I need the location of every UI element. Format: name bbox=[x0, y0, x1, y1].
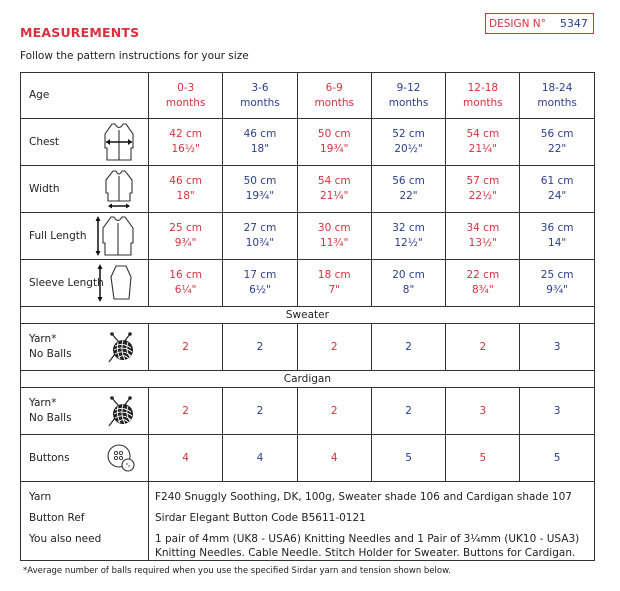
measurement-cell bbox=[297, 166, 371, 213]
measurement-label-cell bbox=[21, 260, 149, 307]
design-number: 5347 bbox=[559, 17, 588, 30]
value-inches: 13½" bbox=[468, 237, 498, 249]
info-button-label: Button Ref bbox=[29, 512, 85, 524]
quantity-cell: 4 bbox=[223, 435, 297, 482]
value-cm: 52 cm bbox=[392, 128, 425, 140]
quantity-label-line1: Yarn* bbox=[29, 397, 57, 409]
info-also-need-value: 1 pair of 4mm (UK8 - USA6) Knitting Needles and 1 Pair of 3¼mm (UK10 - USA3) Knitting Needles. Cable Needle. Stitch Holder for Sweater. Buttons for Cardigan. bbox=[155, 533, 580, 559]
measurement-cell bbox=[297, 260, 371, 307]
measurement-cell bbox=[371, 166, 445, 213]
size-range: 6-9 bbox=[325, 81, 343, 94]
measurement-label-cell bbox=[21, 166, 149, 213]
value-cm: 50 cm bbox=[243, 175, 277, 187]
measurement-label-cell bbox=[21, 119, 149, 166]
quantity-label-line1: Yarn* bbox=[29, 333, 57, 345]
measurement-cell bbox=[371, 119, 445, 166]
value-cm: 57 cm bbox=[466, 175, 500, 187]
design-number-box bbox=[485, 13, 594, 34]
value-inches: 19¾" bbox=[320, 143, 349, 155]
yarn-ball-icon bbox=[106, 394, 136, 428]
design-label: DESIGN N° bbox=[489, 17, 546, 30]
size-header-cell bbox=[223, 73, 297, 119]
measurement-cell bbox=[520, 213, 594, 260]
measurement-cell bbox=[446, 213, 520, 260]
quantity-label bbox=[29, 451, 70, 466]
size-header-cell bbox=[371, 73, 445, 119]
value-inches: 9¾" bbox=[546, 284, 568, 296]
measurement-row bbox=[21, 260, 595, 307]
age-label: Age bbox=[29, 89, 50, 101]
measurement-cell bbox=[446, 260, 520, 307]
value-inches: 20½" bbox=[394, 143, 423, 155]
quantity-cell: 2 bbox=[149, 324, 223, 371]
quantity-cell: 2 bbox=[223, 388, 297, 435]
info-button-value: Sirdar Elegant Button Code B5611-0121 bbox=[155, 512, 366, 524]
value-inches: 14" bbox=[548, 237, 567, 249]
value-cm: 54 cm bbox=[317, 175, 351, 187]
value-cm: 46 cm bbox=[243, 128, 277, 140]
measurement-label-cell bbox=[21, 213, 149, 260]
info-labels-cell bbox=[21, 482, 149, 561]
value-inches: 24" bbox=[548, 190, 567, 202]
quantity-label-cell bbox=[21, 324, 149, 371]
value-cm: 20 cm bbox=[392, 269, 425, 281]
quantity-cell: 5 bbox=[371, 435, 445, 482]
subtitle: Follow the pattern instructions for your size bbox=[20, 50, 249, 62]
quantity-label-cell bbox=[21, 435, 149, 482]
value-cm: 25 cm bbox=[540, 269, 574, 281]
quantity-cell: 2 bbox=[446, 324, 520, 371]
measurement-cell bbox=[520, 119, 594, 166]
measurement-cell bbox=[149, 166, 223, 213]
info-yarn-label: Yarn bbox=[29, 491, 52, 503]
value-inches: 9¾" bbox=[174, 237, 197, 249]
age-row bbox=[21, 73, 595, 119]
quantity-cell: 2 bbox=[371, 324, 445, 371]
quantity-cell: 3 bbox=[520, 324, 594, 371]
measurement-cell bbox=[371, 213, 445, 260]
value-inches: 8¾" bbox=[471, 284, 494, 296]
measurement-cell bbox=[149, 119, 223, 166]
measurement-cell bbox=[446, 119, 520, 166]
cardigan-length-icon bbox=[94, 215, 136, 257]
size-header-cell bbox=[297, 73, 371, 119]
size-unit: months bbox=[388, 96, 429, 109]
sleeve-length-icon bbox=[96, 263, 136, 303]
measurement-label: Sleeve Length bbox=[29, 276, 104, 289]
value-inches: 7" bbox=[328, 284, 340, 296]
measurement-cell bbox=[371, 260, 445, 307]
size-range: 12-18 bbox=[467, 81, 499, 94]
measurement-label: Chest bbox=[29, 135, 60, 148]
value-cm: 30 cm bbox=[317, 222, 351, 234]
value-cm: 25 cm bbox=[169, 222, 202, 234]
quantity-cell: 3 bbox=[446, 388, 520, 435]
quantity-label-line2: No Balls bbox=[29, 412, 72, 424]
value-cm: 22 cm bbox=[466, 269, 500, 281]
measurement-row bbox=[21, 213, 595, 260]
measurement-cell bbox=[149, 213, 223, 260]
measurement-cell bbox=[520, 166, 594, 213]
value-inches: 22½" bbox=[468, 190, 498, 202]
value-inches: 8" bbox=[402, 284, 415, 296]
size-header-cell bbox=[149, 73, 223, 119]
measurement-label: Full Length bbox=[29, 229, 87, 242]
measurement-label: Width bbox=[29, 182, 60, 195]
value-cm: 36 cm bbox=[540, 222, 574, 234]
quantity-cell: 4 bbox=[149, 435, 223, 482]
button-icon bbox=[106, 443, 136, 473]
quantity-label bbox=[29, 396, 72, 426]
value-cm: 54 cm bbox=[466, 128, 500, 140]
quantity-cell: 5 bbox=[520, 435, 594, 482]
age-label-cell bbox=[21, 73, 149, 119]
value-inches: 16½" bbox=[171, 143, 200, 155]
value-inches: 22" bbox=[399, 190, 418, 202]
quantity-row bbox=[21, 435, 595, 482]
size-unit: months bbox=[240, 96, 280, 109]
section-header-row bbox=[21, 307, 595, 324]
value-cm: 27 cm bbox=[243, 222, 277, 234]
measurement-cell bbox=[297, 119, 371, 166]
quantity-label-line2: No Balls bbox=[29, 348, 72, 360]
yarn-ball-icon bbox=[106, 330, 136, 364]
info-values-cell bbox=[149, 482, 595, 561]
cardigan-chest-icon bbox=[102, 122, 136, 162]
value-cm: 46 cm bbox=[169, 175, 202, 187]
measurement-cell bbox=[223, 119, 297, 166]
measurement-cell bbox=[223, 166, 297, 213]
size-unit: months bbox=[314, 96, 355, 109]
value-inches: 18" bbox=[250, 143, 270, 155]
measurements-table bbox=[20, 72, 595, 561]
value-inches: 21¼" bbox=[468, 143, 498, 155]
page-title: MEASUREMENTS bbox=[20, 25, 140, 40]
value-cm: 18 cm bbox=[317, 269, 351, 281]
quantity-cell: 4 bbox=[297, 435, 371, 482]
info-also-need-label: You also need bbox=[29, 533, 102, 545]
quantity-label-line1: Buttons bbox=[29, 451, 70, 464]
measurement-cell bbox=[223, 213, 297, 260]
value-cm: 50 cm bbox=[317, 128, 351, 140]
value-inches: 21¼" bbox=[320, 190, 349, 202]
quantity-cell: 2 bbox=[371, 388, 445, 435]
value-cm: 42 cm bbox=[169, 128, 202, 140]
info-row bbox=[21, 482, 595, 561]
quantity-row bbox=[21, 388, 595, 435]
footnote: *Average number of balls required when you use the specified Sirdar yarn and tension shown below. bbox=[23, 566, 451, 576]
size-range: 0-3 bbox=[177, 81, 195, 94]
quantity-cell: 3 bbox=[520, 388, 594, 435]
measurement-cell bbox=[520, 260, 594, 307]
value-inches: 6¼" bbox=[174, 284, 197, 296]
value-cm: 61 cm bbox=[540, 175, 574, 187]
size-header-cell bbox=[446, 73, 520, 119]
value-inches: 12½" bbox=[394, 237, 423, 249]
size-unit: months bbox=[463, 96, 503, 109]
measurement-cell bbox=[223, 260, 297, 307]
size-range: 18-24 bbox=[541, 81, 573, 94]
value-inches: 18" bbox=[176, 190, 195, 202]
measurement-cell bbox=[297, 213, 371, 260]
measurement-cell bbox=[149, 260, 223, 307]
measurement-row bbox=[21, 166, 595, 213]
measurement-row bbox=[21, 119, 595, 166]
size-header-cell bbox=[520, 73, 594, 119]
value-inches: 22" bbox=[548, 143, 567, 155]
quantity-cell: 2 bbox=[223, 324, 297, 371]
value-cm: 56 cm bbox=[392, 175, 425, 187]
info-yarn-value: F240 Snuggly Soothing, DK, 100g, Sweater shade 106 and Cardigan shade 107 bbox=[155, 491, 572, 503]
measurement-cell bbox=[446, 166, 520, 213]
quantity-cell: 2 bbox=[297, 324, 371, 371]
value-cm: 16 cm bbox=[169, 269, 202, 281]
quantity-cell: 5 bbox=[446, 435, 520, 482]
size-unit: months bbox=[165, 96, 206, 109]
value-cm: 56 cm bbox=[540, 128, 574, 140]
size-range: 9-12 bbox=[396, 81, 421, 94]
section-title: Sweater bbox=[21, 307, 595, 324]
value-inches: 11¾" bbox=[320, 237, 349, 249]
quantity-cell: 2 bbox=[149, 388, 223, 435]
size-unit: months bbox=[537, 96, 577, 109]
value-cm: 17 cm bbox=[243, 269, 277, 281]
section-title: Cardigan bbox=[21, 371, 595, 388]
cardigan-width-icon bbox=[102, 169, 136, 209]
quantity-label bbox=[29, 332, 72, 362]
quantity-cell: 2 bbox=[297, 388, 371, 435]
value-cm: 32 cm bbox=[392, 222, 425, 234]
quantity-row bbox=[21, 324, 595, 371]
section-header-row bbox=[21, 371, 595, 388]
value-inches: 10¾" bbox=[245, 237, 275, 249]
value-cm: 34 cm bbox=[466, 222, 500, 234]
quantity-label-cell bbox=[21, 388, 149, 435]
value-inches: 19¾" bbox=[245, 190, 275, 202]
value-inches: 6½" bbox=[249, 284, 271, 296]
size-range: 3-6 bbox=[251, 81, 269, 94]
